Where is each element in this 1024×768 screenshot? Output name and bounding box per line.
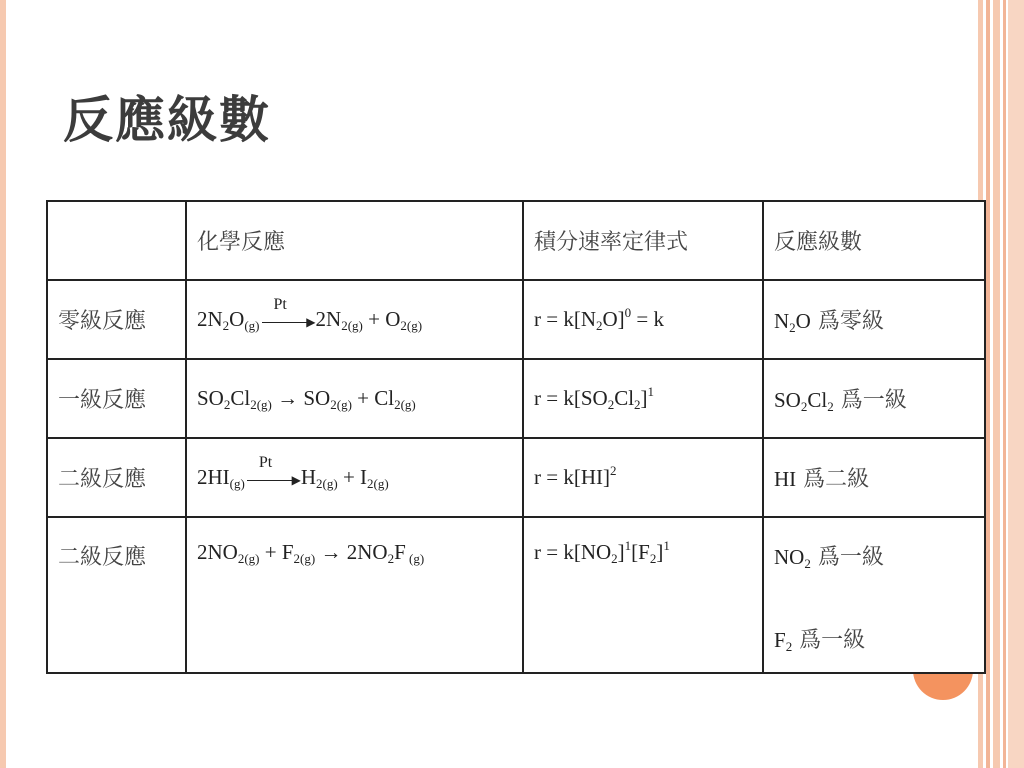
header-order: 反應級數	[763, 201, 985, 280]
catalyst-arrow: Pt ▶	[260, 310, 316, 328]
reaction-equation: $2N_2O_{(g)}$ Pt ▶ $2N_{2(g)} + O_{2(g)}$	[186, 280, 523, 359]
right-stripe	[1003, 0, 1006, 768]
reaction-equation: $2NO_{2(g)} + F_{2(g)} \to 2NO_2F$ $_{(g)}$	[186, 517, 523, 673]
rate-law: $r = k[NO_2]^1[F_2]^1$	[523, 517, 763, 673]
reaction-equation: $2HI_{(g)}$ Pt ▶ $H_{2(g)} + I_{2(g)}$	[186, 438, 523, 517]
table-row	[47, 280, 985, 359]
row-type: 零級反應	[47, 280, 186, 359]
reaction-order: $N_2O$ 爲零級	[763, 280, 985, 359]
header-cell-empty	[47, 201, 186, 280]
right-stripe	[993, 0, 1000, 768]
header-reaction: 化學反應	[186, 201, 523, 280]
reaction-order: HI 爲二級	[763, 438, 985, 517]
rate-law: $r = k[SO_2Cl_2]^1$	[523, 359, 763, 438]
slide-title: 反應級數	[63, 91, 271, 149]
reaction-equation: $SO_2Cl_{2(g)} \to SO_{2(g)} + Cl_{2(g)}$	[186, 359, 523, 438]
reaction-order: $SO_2Cl_2$ 爲一級	[763, 359, 985, 438]
row-type: 一級反應	[47, 359, 186, 438]
row-type: 二級反應	[47, 438, 186, 517]
left-stripe	[0, 0, 6, 768]
row-type: 二級反應	[47, 517, 186, 673]
table-row	[47, 517, 985, 673]
table-row	[47, 359, 985, 438]
right-stripe	[1008, 0, 1024, 768]
header-rate-law: 積分速率定律式	[523, 201, 763, 280]
table-row	[47, 438, 985, 517]
rate-law: r = k[HI]$^2$	[523, 438, 763, 517]
table-header-row	[47, 201, 985, 280]
reaction-order: $NO_2$ 爲一級 $F_2$ 爲一級	[763, 517, 985, 673]
rate-law: $r = k[N_2O]^0 = k$	[523, 280, 763, 359]
right-stripe	[986, 0, 990, 768]
catalyst-arrow: Pt ▶	[245, 468, 301, 486]
reaction-order-table	[46, 200, 986, 674]
